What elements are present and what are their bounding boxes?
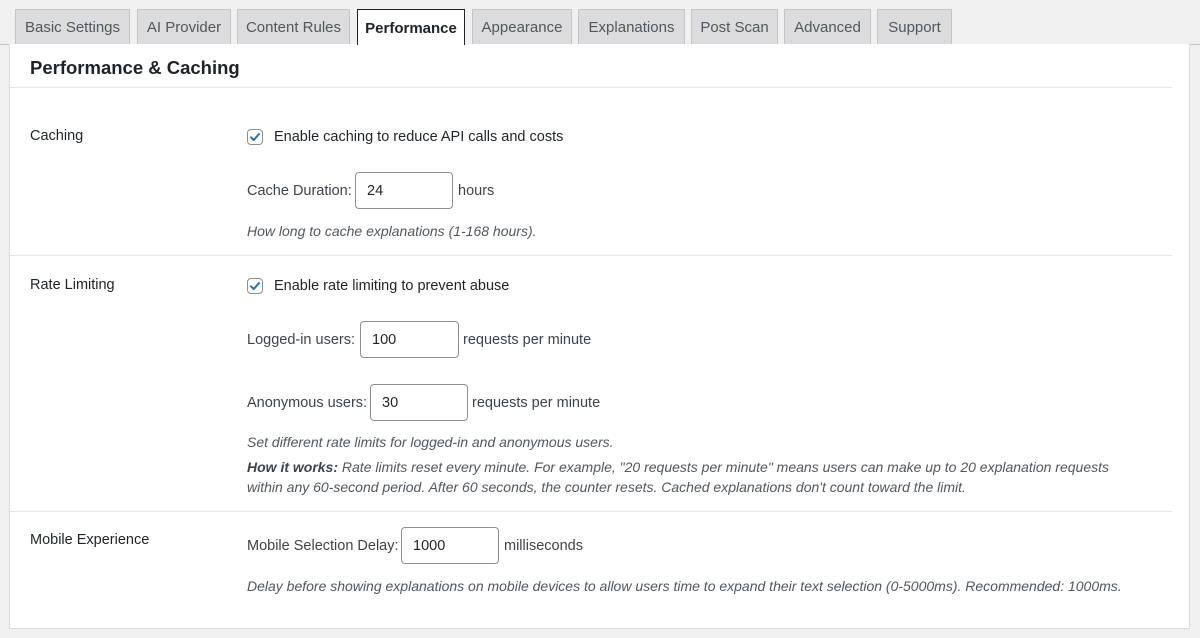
- anonymous-users-input[interactable]: [370, 384, 468, 421]
- divider: [10, 511, 1172, 512]
- section-title: Performance & Caching: [30, 57, 240, 78]
- mobile-experience-row-label: Mobile Experience: [30, 532, 150, 548]
- tab-ai-provider[interactable]: AI Provider: [137, 9, 231, 45]
- rate-limiting-checkbox[interactable]: [247, 278, 263, 294]
- rate-limiting-description: Set different rate limits for logged-in and anonymous users.: [247, 434, 614, 450]
- divider: [10, 255, 1172, 256]
- cache-duration-unit: hours: [458, 183, 495, 199]
- cache-duration-description: How long to cache explanations (1-168 hours).: [247, 223, 537, 239]
- checkmark-icon: [248, 279, 262, 293]
- caching-checkbox-label[interactable]: Enable caching to reduce API calls and costs: [274, 129, 564, 145]
- logged-in-users-input[interactable]: [360, 321, 459, 358]
- caching-checkbox[interactable]: [247, 129, 263, 145]
- how-it-works-line1: Rate limits reset every minute. For example, "20 requests per minute" means users can make up to 20 explanation requests: [341, 459, 1109, 475]
- tab-explanations[interactable]: Explanations: [578, 9, 685, 45]
- how-it-works-label: How it works:: [247, 459, 339, 475]
- mobile-selection-delay-description: Delay before showing explanations on mobile devices to allow users time to expand their text selection (0-5000ms). Recommended: 1000ms.: [247, 578, 1122, 594]
- tab-basic-settings[interactable]: Basic Settings: [15, 9, 130, 45]
- tab-advanced[interactable]: Advanced: [784, 9, 871, 45]
- logged-in-users-unit: requests per minute: [463, 332, 592, 348]
- tab-support[interactable]: Support: [877, 9, 952, 45]
- how-it-works-text: [247, 457, 1109, 497]
- tab-content-rules[interactable]: Content Rules: [237, 9, 350, 45]
- divider: [10, 87, 1172, 88]
- tab-post-scan[interactable]: Post Scan: [691, 9, 778, 45]
- logged-in-users-label: Logged-in users:: [247, 332, 356, 348]
- cache-duration-input[interactable]: [355, 172, 453, 209]
- rate-limiting-row-label: Rate Limiting: [30, 277, 115, 293]
- anonymous-users-unit: requests per minute: [472, 395, 601, 411]
- tab-performance[interactable]: Performance: [357, 9, 465, 46]
- checkmark-icon: [248, 130, 262, 144]
- how-it-works-line2: within any 60-second period. After 60 seconds, the counter resets. Cached explanations don't count toward the limit.: [247, 479, 966, 495]
- rate-limiting-checkbox-label[interactable]: Enable rate limiting to prevent abuse: [274, 278, 510, 294]
- tab-appearance[interactable]: Appearance: [472, 9, 572, 45]
- cache-duration-label: Cache Duration:: [247, 183, 352, 199]
- mobile-selection-delay-input[interactable]: [401, 527, 499, 564]
- settings-panel: [9, 44, 1190, 629]
- caching-row-label: Caching: [30, 128, 84, 144]
- mobile-selection-delay-label: Mobile Selection Delay:: [247, 538, 399, 554]
- settings-tabs: [0, 0, 1200, 45]
- mobile-selection-delay-unit: milliseconds: [504, 538, 583, 554]
- anonymous-users-label: Anonymous users:: [247, 395, 368, 411]
